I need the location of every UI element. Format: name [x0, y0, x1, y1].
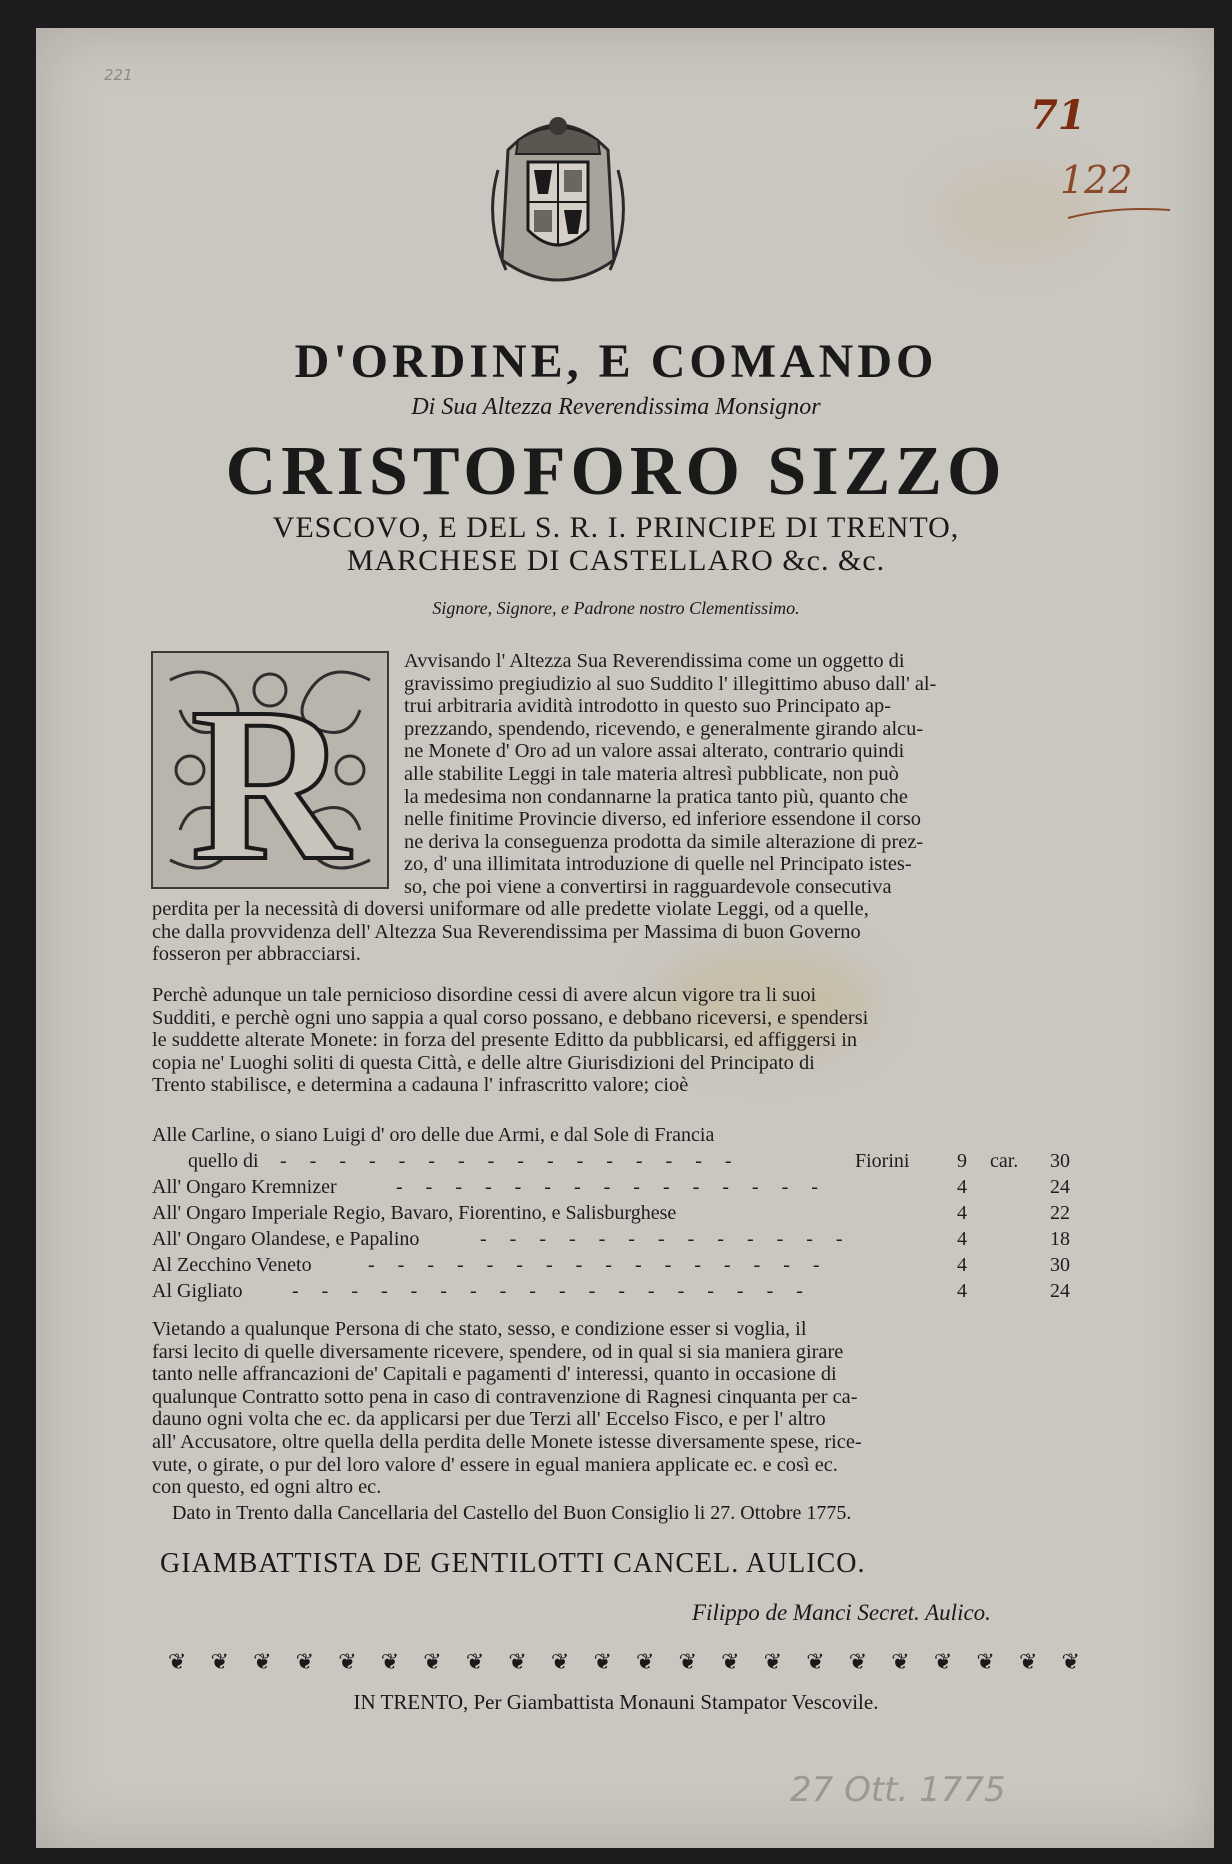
text-line: alle stabilite Leggi in tale materia altresì pubblicate, non può [404, 762, 899, 785]
text-line: Sudditi, e perchè ogni uno sappia a qual corso possano, e debbano riceversi, e spendersi [152, 1006, 869, 1029]
text-line: ne deriva la conseguenza prodotta da simile alterazione di prez- [404, 830, 924, 853]
carantani-value: 18 [1050, 1228, 1070, 1250]
paragraph-1-indented [404, 650, 1068, 899]
rate-row [152, 1176, 1072, 1202]
text-line: gravissimo pregiudizio al suo Suddito l' illegittimo abuso dall' al- [404, 672, 937, 695]
rates-intro-row [152, 1124, 1072, 1150]
fleuron-icon: ❦ [550, 1650, 570, 1675]
coat-of-arms-icon [488, 110, 628, 286]
carantani-value: 24 [1050, 1176, 1070, 1198]
fleuron-icon: ❦ [508, 1650, 527, 1675]
fleuron-icon: ❦ [210, 1650, 229, 1675]
bishop-name: CRISTOFORO SIZZO [225, 433, 1007, 510]
text-line: fosseron per abbracciarsi. [152, 943, 361, 966]
fleuron-icon: ❦ [338, 1650, 357, 1675]
fleuron-icon: ❦ [933, 1650, 953, 1675]
bishop-title-2: MARCHESE DI CASTELLARO &c. &c. [346, 544, 886, 577]
archive-ink-number: 71 [1030, 92, 1086, 139]
text-line: so, che poi viene a convertirsi in ragguardevole consecutiva [404, 875, 892, 898]
rate-row [152, 1254, 1072, 1280]
text-line: all' Accusatore, oltre quella della perdita delle Monete istesse diversamente spese, rice- [152, 1430, 862, 1453]
text-line: con questo, ed ogni altro ec. [152, 1476, 382, 1499]
fleuron-icon: ❦ [423, 1650, 442, 1675]
fiorini-value: 4 [957, 1254, 967, 1276]
fleuron-icon: ❦ [380, 1650, 400, 1675]
fleuron-icon: ❦ [806, 1650, 825, 1675]
text-line: Trento stabilisce, e determina a cadauna l' infrascritto valore; cioè [152, 1074, 689, 1097]
fleuron-icon: ❦ [253, 1650, 272, 1675]
fiorini-value: 4 [957, 1176, 967, 1198]
carantani-value: 24 [1050, 1280, 1070, 1302]
dot-leader: - - - - - - - - - - - - - [480, 1228, 852, 1250]
coin-rates-table [152, 1124, 1072, 1306]
text-line: che dalla provvidenza dell' Altezza Sua Reverendissima per Massima di buon Governo [152, 920, 861, 943]
secretary-signature: Filippo de Manci Secret. Aulico. [692, 1600, 991, 1625]
rate-row [152, 1202, 1072, 1228]
text-line: nelle finitime Provincie diverso, ed inferiore essendone il corso [404, 808, 921, 831]
text-line: zo, d' una illimitata introduzione di quelle nel Principato istes- [404, 853, 912, 876]
printer-imprint: IN TRENTO, Per Giambattista Monauni Stampator Vescovile. [353, 1690, 879, 1714]
text-line: la medesima non condannarne la pratica tanto più, quanto che [404, 785, 908, 808]
carantani-value: 30 [1050, 1150, 1070, 1172]
text-line: perdita per la necessità di doversi uniformare od alle predette violate Leggi, od a quelle, [152, 898, 869, 920]
dot-leader: - - - - - - - - - - - - - - - [396, 1176, 827, 1198]
text-line: farsi lecito di quelle diversamente ricevere, spendere, od in qual si sia maniera girare [152, 1340, 844, 1363]
coin-name: All' Ongaro Olandese, e Papalino [152, 1228, 420, 1250]
ornamental-dropcap-R-icon [150, 650, 390, 890]
rate-row [152, 1280, 1072, 1306]
fiorini-value: 4 [957, 1280, 967, 1302]
ink-underline [1064, 200, 1174, 224]
coin-name: Al Gigliato [152, 1280, 243, 1302]
fleuron-icon: ❦ [891, 1650, 910, 1675]
text-line: Vietando a qualunque Persona di che stato, sesso, e condizione esser si voglia, il [152, 1318, 807, 1340]
fleuron-icon: ❦ [636, 1650, 655, 1675]
dot-leader: - - - - - - - - - - - - - - - - [280, 1150, 741, 1172]
salutation: Signore, Signore, e Padrone nostro Clementissimo. [432, 598, 800, 618]
archive-pencil-number: 221 [104, 66, 133, 84]
fleuron-icon: ❦ [1061, 1650, 1080, 1675]
fleuron-icon: ❦ [848, 1650, 868, 1675]
rate-row [152, 1150, 1072, 1176]
fleuron-icon: ❦ [763, 1650, 783, 1675]
ornamental-border-row [168, 1648, 1080, 1678]
fleuron-icon: ❦ [593, 1650, 612, 1675]
coin-name: All' Ongaro Imperiale Regio, Bavaro, Fiorentino, e Salisburghese [152, 1202, 677, 1224]
text-line: le suddette alterate Monete: in forza del presente Editto da pubblicarsi, ed affiggersi in [152, 1029, 858, 1052]
text-line: trui arbitraria avidità introdotto in questo suo Principato ap- [404, 695, 891, 718]
paragraph-1-continued [152, 898, 1068, 966]
text-line: qualunque Contratto sotto pena in caso di contravenzione di Ragnesi cinquanta per ca- [152, 1385, 858, 1408]
fleuron-icon: ❦ [976, 1650, 995, 1675]
chancellor-signature: GIAMBATTISTA DE GENTILOTTI CANCEL. AULICO. [160, 1548, 866, 1579]
archive-pencil-date: 27 Ott. 1775 [790, 1770, 1006, 1810]
fiorini-value: 9 [957, 1150, 967, 1172]
fleuron-icon: ❦ [721, 1650, 740, 1675]
edict-heading: D'ORDINE, E COMANDO [294, 335, 938, 388]
coin-name: All' Ongaro Kremnizer [152, 1176, 337, 1198]
fleuron-icon: ❦ [678, 1650, 697, 1675]
fiorini-value: 4 [957, 1228, 967, 1250]
svg-text:R: R [190, 662, 350, 890]
dot-leader: - - - - - - - - - - - - - - - - [368, 1254, 829, 1276]
fleuron-icon: ❦ [1018, 1650, 1038, 1675]
fleuron-icon: ❦ [168, 1650, 187, 1675]
carantani-value: 30 [1050, 1254, 1070, 1276]
text-line: dauno ogni volta che ec. da applicarsi per due Terzi all' Eccelso Fisco, e per l' altro [152, 1408, 826, 1431]
text-line: Avvisando l' Altezza Sua Reverendissima come un oggetto di [404, 650, 905, 672]
car-label: car. [990, 1150, 1019, 1172]
rate-row [152, 1228, 1072, 1254]
paragraph-3 [152, 1318, 1068, 1499]
text-line: ne Monete d' Oro ad un valore assai alterato, contrario quindi [404, 740, 905, 763]
rates-intro: Alle Carline, o siano Luigi d' oro delle due Armi, e dal Sole di Francia [152, 1124, 715, 1146]
text-line: copia ne' Luoghi soliti di questa Città, e delle altre Giurisdizioni del Principato di [152, 1051, 815, 1074]
edict-subheading: Di Sua Altezza Reverendissima Monsignor [411, 394, 821, 420]
text-line: Perchè adunque un tale pernicioso disordine cessi di avere alcun vigore tra li suoi [152, 984, 817, 1006]
currency-label: Fiorini [855, 1150, 910, 1172]
text-line: tanto nelle affrancazioni de' Capitali e pagamenti d' interessi, quanto in occasione di [152, 1363, 837, 1386]
coin-name: Al Zecchino Veneto [152, 1254, 312, 1276]
text-line: prezzando, spendendo, ricevendo, e generalmente girando alcu- [404, 717, 924, 740]
fiorini-value: 4 [957, 1202, 967, 1224]
fleuron-icon: ❦ [465, 1650, 485, 1675]
coin-name: quello di [188, 1150, 259, 1172]
bishop-title-1: VESCOVO, E DEL S. R. I. PRINCIPE DI TRENTO, [272, 511, 960, 544]
text-line: vute, o girate, o pur del loro valore d' essere in egual maniera applicate ec. e così ec. [152, 1453, 838, 1476]
archive-ink-number-2: 122 [1060, 158, 1133, 202]
paragraph-2 [152, 984, 1068, 1097]
carantani-value: 22 [1050, 1202, 1070, 1224]
fleuron-icon: ❦ [295, 1650, 315, 1675]
dot-leader: - - - - - - - - - - - - - - - - - - [292, 1280, 812, 1302]
date-line: Dato in Trento dalla Cancellaria del Castello del Buon Consiglio li 27. Ottobre 1775. [172, 1502, 852, 1524]
